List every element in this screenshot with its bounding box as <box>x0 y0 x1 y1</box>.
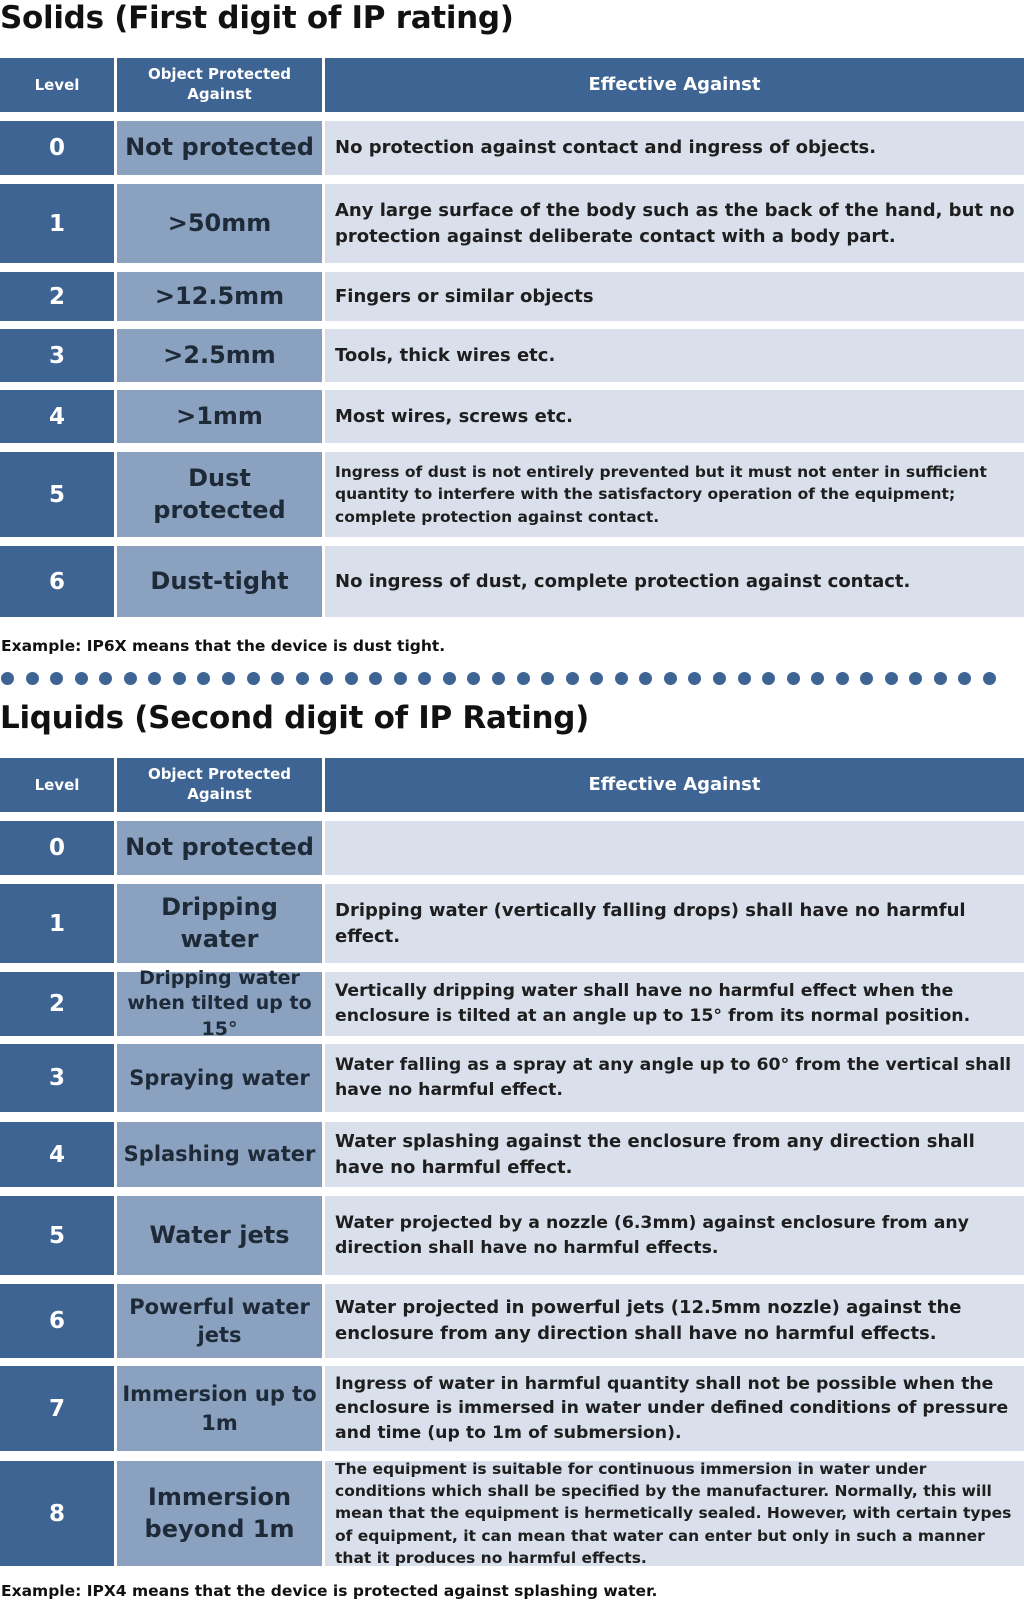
header-object: Object Protected Against <box>117 58 322 112</box>
level-cell: 3 <box>0 1044 114 1112</box>
effective-cell: No ingress of dust, complete protection against contact. <box>325 546 1024 617</box>
table-row <box>0 329 1024 382</box>
divider-dot <box>99 672 112 685</box>
liquids-example-note: Example: IPX4 means that the device is protected against splashing water. <box>1 1582 658 1600</box>
effective-cell: Most wires, screws etc. <box>325 390 1024 443</box>
divider-dot <box>664 672 677 685</box>
level-cell: 0 <box>0 821 114 875</box>
effective-cell: Any large surface of the body such as the back of the hand, but no protection against deliberate contact with a body part. <box>325 184 1024 263</box>
object-cell: Dripping water when tilted up to 15° <box>117 972 322 1036</box>
object-cell: Immersion up to 1m <box>117 1366 322 1451</box>
divider-dot <box>394 672 407 685</box>
object-cell: Not protected <box>117 821 322 875</box>
divider-dot <box>738 672 751 685</box>
level-cell: 6 <box>0 1284 114 1358</box>
table-row <box>0 1044 1024 1112</box>
effective-cell: Water projected by a nozzle (6.3mm) against enclosure from any direction shall have no harmful effects. <box>325 1196 1024 1275</box>
object-cell: >1mm <box>117 390 322 443</box>
header-object: Object Protected Against <box>117 758 322 812</box>
effective-cell: Tools, thick wires etc. <box>325 329 1024 382</box>
divider-dot <box>541 672 554 685</box>
divider-dot <box>762 672 775 685</box>
header-level: Level <box>0 58 114 112</box>
liquids-title: Liquids (Second digit of IP Rating) <box>0 700 589 736</box>
divider-dot <box>811 672 824 685</box>
divider-dot <box>934 672 947 685</box>
table-row <box>0 1284 1024 1358</box>
divider-dot <box>639 672 652 685</box>
divider-dot <box>296 672 309 685</box>
object-cell: Dust protected <box>117 452 322 537</box>
divider-dot <box>345 672 358 685</box>
effective-cell: Water falling as a spray at any angle up to 60° from the vertical shall have no harmful effect. <box>325 1044 1024 1112</box>
object-cell: >50mm <box>117 184 322 263</box>
divider-dot <box>885 672 898 685</box>
effective-cell: The equipment is suitable for continuous immersion in water under conditions which shall be specified by the manufacturer. Normally, this will mean that the equipment is hermetically sealed. However, with certain types of equipment, it can mean that water can enter but only in such a manner that it produces no harmful effects. <box>325 1461 1024 1566</box>
solids-example-note: Example: IP6X means that the device is dust tight. <box>1 637 446 655</box>
object-cell: >2.5mm <box>117 329 322 382</box>
divider-dot <box>467 672 480 685</box>
level-cell: 2 <box>0 272 114 321</box>
divider-dot <box>909 672 922 685</box>
level-cell: 1 <box>0 184 114 263</box>
divider-dot <box>247 672 260 685</box>
effective-cell <box>325 821 1024 875</box>
object-cell: >12.5mm <box>117 272 322 321</box>
solids-header-row <box>0 58 1024 112</box>
table-row <box>0 272 1024 321</box>
effective-cell: Ingress of dust is not entirely prevented but it must not enter in sufficient quantity to interfere with the satisfactory operation of the equipment; complete protection against contact. <box>325 452 1024 537</box>
table-row <box>0 452 1024 537</box>
divider-dot <box>566 672 579 685</box>
object-cell: Not protected <box>117 121 322 175</box>
level-cell: 7 <box>0 1366 114 1451</box>
effective-cell: Fingers or similar objects <box>325 272 1024 321</box>
divider-dot <box>1 672 14 685</box>
divider-dot <box>615 672 628 685</box>
level-cell: 5 <box>0 1196 114 1275</box>
table-row <box>0 1461 1024 1566</box>
divider-dot <box>860 672 873 685</box>
effective-cell: Water splashing against the enclosure from any direction shall have no harmful effect. <box>325 1122 1024 1187</box>
divider-dot <box>787 672 800 685</box>
liquids-header-row <box>0 758 1024 812</box>
object-cell: Water jets <box>117 1196 322 1275</box>
divider-dot <box>320 672 333 685</box>
divider-dot <box>75 672 88 685</box>
divider-dot <box>148 672 161 685</box>
divider-dot <box>369 672 382 685</box>
table-row <box>0 821 1024 875</box>
level-cell: 8 <box>0 1461 114 1566</box>
table-row <box>0 390 1024 443</box>
divider-dot <box>124 672 137 685</box>
effective-cell: Vertically dripping water shall have no harmful effect when the enclosure is tilted at an angle up to 15° from its normal position. <box>325 972 1024 1036</box>
divider-dot <box>713 672 726 685</box>
divider-dot <box>50 672 63 685</box>
level-cell: 4 <box>0 390 114 443</box>
solids-title: Solids (First digit of IP rating) <box>0 0 514 36</box>
divider-dot <box>517 672 530 685</box>
table-row <box>0 1196 1024 1275</box>
header-level: Level <box>0 758 114 812</box>
divider-dot <box>958 672 971 685</box>
object-cell: Spraying water <box>117 1044 322 1112</box>
divider-dot <box>688 672 701 685</box>
divider-dot <box>590 672 603 685</box>
divider-dot <box>173 672 186 685</box>
divider-dot <box>443 672 456 685</box>
table-row <box>0 1122 1024 1187</box>
divider-dot <box>26 672 39 685</box>
header-effective: Effective Against <box>325 58 1024 112</box>
object-cell: Dust-tight <box>117 546 322 617</box>
effective-cell: Ingress of water in harmful quantity shall not be possible when the enclosure is immersed in water under defined conditions of pressure and time (up to 1m of submersion). <box>325 1366 1024 1451</box>
table-row <box>0 184 1024 263</box>
divider-dot <box>197 672 210 685</box>
object-cell: Dripping water <box>117 884 322 963</box>
level-cell: 1 <box>0 884 114 963</box>
object-cell: Powerful water jets <box>117 1284 322 1358</box>
divider-dot <box>418 672 431 685</box>
level-cell: 5 <box>0 452 114 537</box>
table-row <box>0 121 1024 175</box>
effective-cell: No protection against contact and ingress of objects. <box>325 121 1024 175</box>
table-row <box>0 966 1024 1040</box>
level-cell: 3 <box>0 329 114 382</box>
header-effective: Effective Against <box>325 758 1024 812</box>
object-cell: Immersion beyond 1m <box>117 1461 322 1566</box>
table-row <box>0 1366 1024 1451</box>
divider-dot <box>983 672 996 685</box>
table-row <box>0 546 1024 617</box>
effective-cell: Water projected in powerful jets (12.5mm nozzle) against the enclosure from any direction shall have no harmful effects. <box>325 1284 1024 1358</box>
effective-cell: Dripping water (vertically falling drops) shall have no harmful effect. <box>325 884 1024 963</box>
level-cell: 4 <box>0 1122 114 1187</box>
divider-dot <box>492 672 505 685</box>
divider-dot <box>836 672 849 685</box>
dotted-divider <box>0 672 1024 688</box>
divider-dot <box>222 672 235 685</box>
object-cell: Splashing water <box>117 1122 322 1187</box>
divider-dot <box>271 672 284 685</box>
table-row <box>0 884 1024 963</box>
level-cell: 6 <box>0 546 114 617</box>
level-cell: 2 <box>0 972 114 1036</box>
level-cell: 0 <box>0 121 114 175</box>
